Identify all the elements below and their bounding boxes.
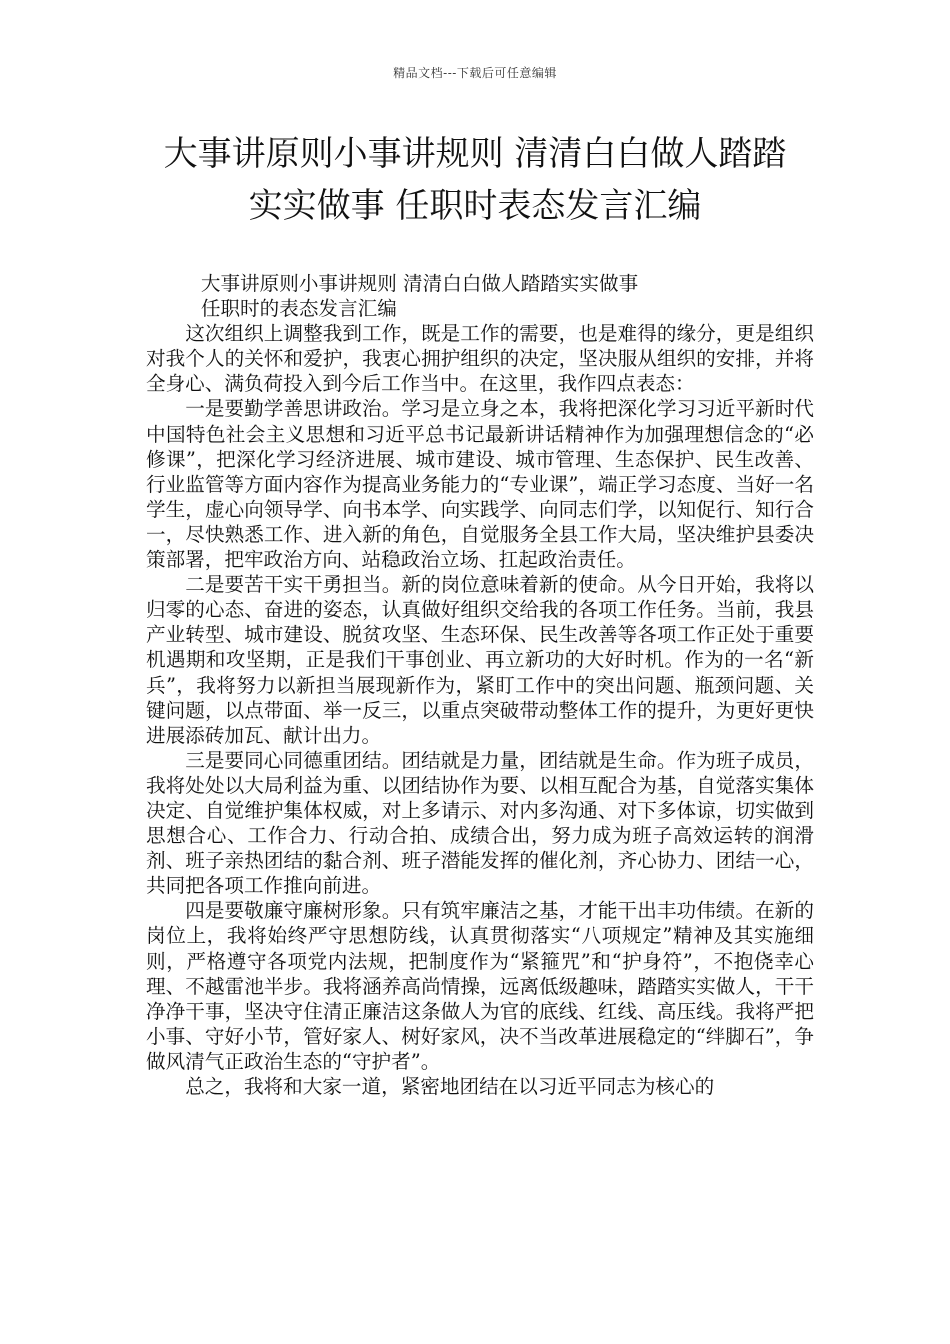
header-note: 精品文档---下载后可任意编辑 xyxy=(393,66,557,80)
paragraph-point-2: 二是要苦干实干勇担当。新的岗位意味着新的使命。从今日开始，我将以归零的心态、奋进的姿态，认真做好组织交给我的各项工作任务。当前，我县产业转型、城市建设、脱贫攻坚、生态环保、民生改善等各项工作正处于重要机遇期和攻坚期，正是我们干事创业、再立新功的大好时机。作为的一名“新兵”，我将努力以新担当展现新作为，紧盯工作中的突出问题、瓶颈问题、关键问题，以点带面、举一反三，以重点突破带动整体工作的提升，为更好更快进展添砖加瓦、献计出力。 xyxy=(146,573,814,747)
document-title xyxy=(100,128,850,232)
document-body xyxy=(146,271,814,1099)
title-line-1: 大事讲原则小事讲规则 清清白白做人踏踏 xyxy=(163,134,787,174)
paragraph-point-1: 一是要勤学善思讲政治。学习是立身之本，我将把深化学习习近平新时代中国特色社会主义思想和习近平总书记最新讲话精神作为加强理想信念的“必修课”，把深化学习经济进展、城市建设、城市管理、生态保护、民生改善、行业监管等方面内容作为提高业务能力的“专业课”，端正学习态度、当好一名学生，虚心向领导学、向书本学、向实践学、向同志们学，以知促行、知行合一，尽快熟悉工作、进入新的角色，自觉服务全县工作大局，坚决维护县委决策部署，把牢政治方向、站稳政治立场、扛起政治责任。 xyxy=(146,397,814,572)
paragraph-point-3: 三是要同心同德重团结。团结就是力量，团结就是生命。作为班子成员，我将处处以大局利益为重、以团结协作为要、以相互配合为基，自觉落实集体决定、自觉维护集体权威，对上多请示、对内多沟通、对下多体谅，切实做到思想合心、工作合力、行动合拍、成绩合出，努力成为班子高效运转的润滑剂、班子亲热团结的黏合剂、班子潜能发挥的催化剂，齐心协力、团结一心，共同把各项工作推向前进。 xyxy=(146,748,814,898)
paragraph-point-4: 四是要敬廉守廉树形象。只有筑牢廉洁之基，才能干出丰功伟绩。在新的岗位上，我将始终严守思想防线，认真贯彻落实“八项规定”精神及其实施细则，严格遵守各项党内法规，把制度作为“紧箍咒”和“护身符”，不抱侥幸心理、不越雷池半步。我将涵养高尚情操，远离低级趣味，踏踏实实做人，干干净净干事，坚决守住清正廉洁这条做人为官的底线、红线、高压线。我将严把小事、守好小节，管好家人、树好家风，决不当改革进展稳定的“绊脚石”，争做风清气正政治生态的“守护者”。 xyxy=(146,899,814,1073)
subtitle-line-1: 大事讲原则小事讲规则 清清白白做人踏踏实实做事 xyxy=(200,272,639,295)
paragraph-conclusion: 总之，我将和大家一道，紧密地团结在以习近平同志为核心的 xyxy=(185,1075,715,1098)
subtitle-line-2: 任职时的表态发言汇编 xyxy=(200,297,397,321)
title-line-2: 实实做事 任职时表态发言汇编 xyxy=(248,186,702,226)
paragraph-intro: 这次组织上调整我到工作，既是工作的需要，也是难得的缘分，更是组织对我个人的关怀和爱护，我衷心拥护组织的决定，坚决服从组织的安排，并将全身心、满负荷投入到今后工作当中。在这里，我作四点表态： xyxy=(146,322,814,396)
